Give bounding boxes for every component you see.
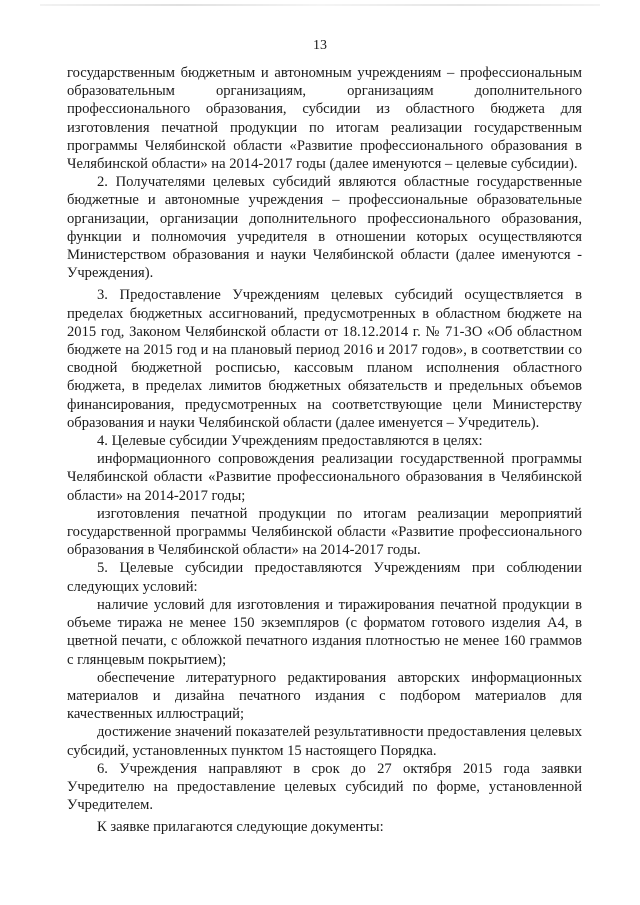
paragraph-attachments: К заявке прилагаются следующие документы: [97, 819, 384, 836]
document-body [67, 64, 582, 837]
paragraph-6-applications: 6. Учреждения направляют в срок до 27 октября 2015 года заявки Учредителю на предоставление целевых субсидий по форме, установленной Учредителем. [67, 760, 582, 814]
condition-item-printing-capacity: наличие условий для изготовления и тиражирования печатной продукции в объеме тиража не менее 150 экземпляров (с форматом готового изделия А4, в цветной печати, с обложкой печатного издания плотностью не менее 160 граммов с глянцевым покрытием); [67, 596, 582, 668]
paragraph-2-recipients: 2. Получателями целевых субсидий являются областные государственные бюджетные и автономные учреждения – профессиональные образовательные организации, организации дополнительного профессионального образования, функции и полномочия учредителя в отношении которых осуществляются Министерством образования и науки Челябинской области (далее именуются - Учреждения). [67, 174, 582, 282]
paragraph-3-provision: 3. Предоставление Учреждениям целевых субсидий осуществляется в пределах бюджетных ассигнований, предусмотренных в областном бюджете на 2015 год, Законом Челябинской области от 18.12.2014 г. № 71-ЗО «Об областном бюджете на 2015 год и на плановый период 2016 и 2017 годов», в соответствии со сводной бюджетной росписью, кассовым планом исполнения областного бюджета, в пределах лимитов бюджетных обязательств и предельных объемов финансирования, предусмотренных на соответствующие цели Министерству образования и науки Челябинской области (далее именуется – Учредитель). [67, 287, 582, 431]
scan-artifact [40, 4, 600, 6]
paragraph-4-purposes: 4. Целевые субсидии Учреждениям предоставляются в целях: [97, 433, 483, 450]
paragraph-continuation: государственным бюджетным и автономным учреждениям – профессиональным образовательным организациям, организациям дополнительного профессионального образования, субсидии из областного бюджета для изготовления печатной продукции по итогам реализации государственным программы Челябинской области «Развитие профессионального образования в Челябинской области» на 2014-2017 годы (далее именуются – целевые субсидии). [67, 65, 582, 173]
purpose-item-printing: изготовления печатной продукции по итогам реализации мероприятий государственной программы Челябинской области «Развитие профессионального образования в Челябинской области» на 2014-2017 годы. [67, 505, 582, 559]
condition-item-editing: обеспечение литературного редактирования авторских информационных материалов и дизайна печатного издания с подбором материалов для качественных иллюстраций; [67, 669, 582, 723]
page-number: 13 [313, 38, 327, 53]
condition-item-indicators: достижение значений показателей результативности предоставления целевых субсидий, установленных пунктом 15 настоящего Порядка. [67, 724, 582, 759]
purpose-item-information: информационного сопровождения реализации государственной программы Челябинской области «Развитие профессионального образования в Челябинской области» на 2014-2017 годы; [67, 451, 582, 504]
paragraph-5-conditions: 5. Целевые субсидии предоставляются Учреждениям при соблюдении следующих условий: [67, 560, 582, 595]
